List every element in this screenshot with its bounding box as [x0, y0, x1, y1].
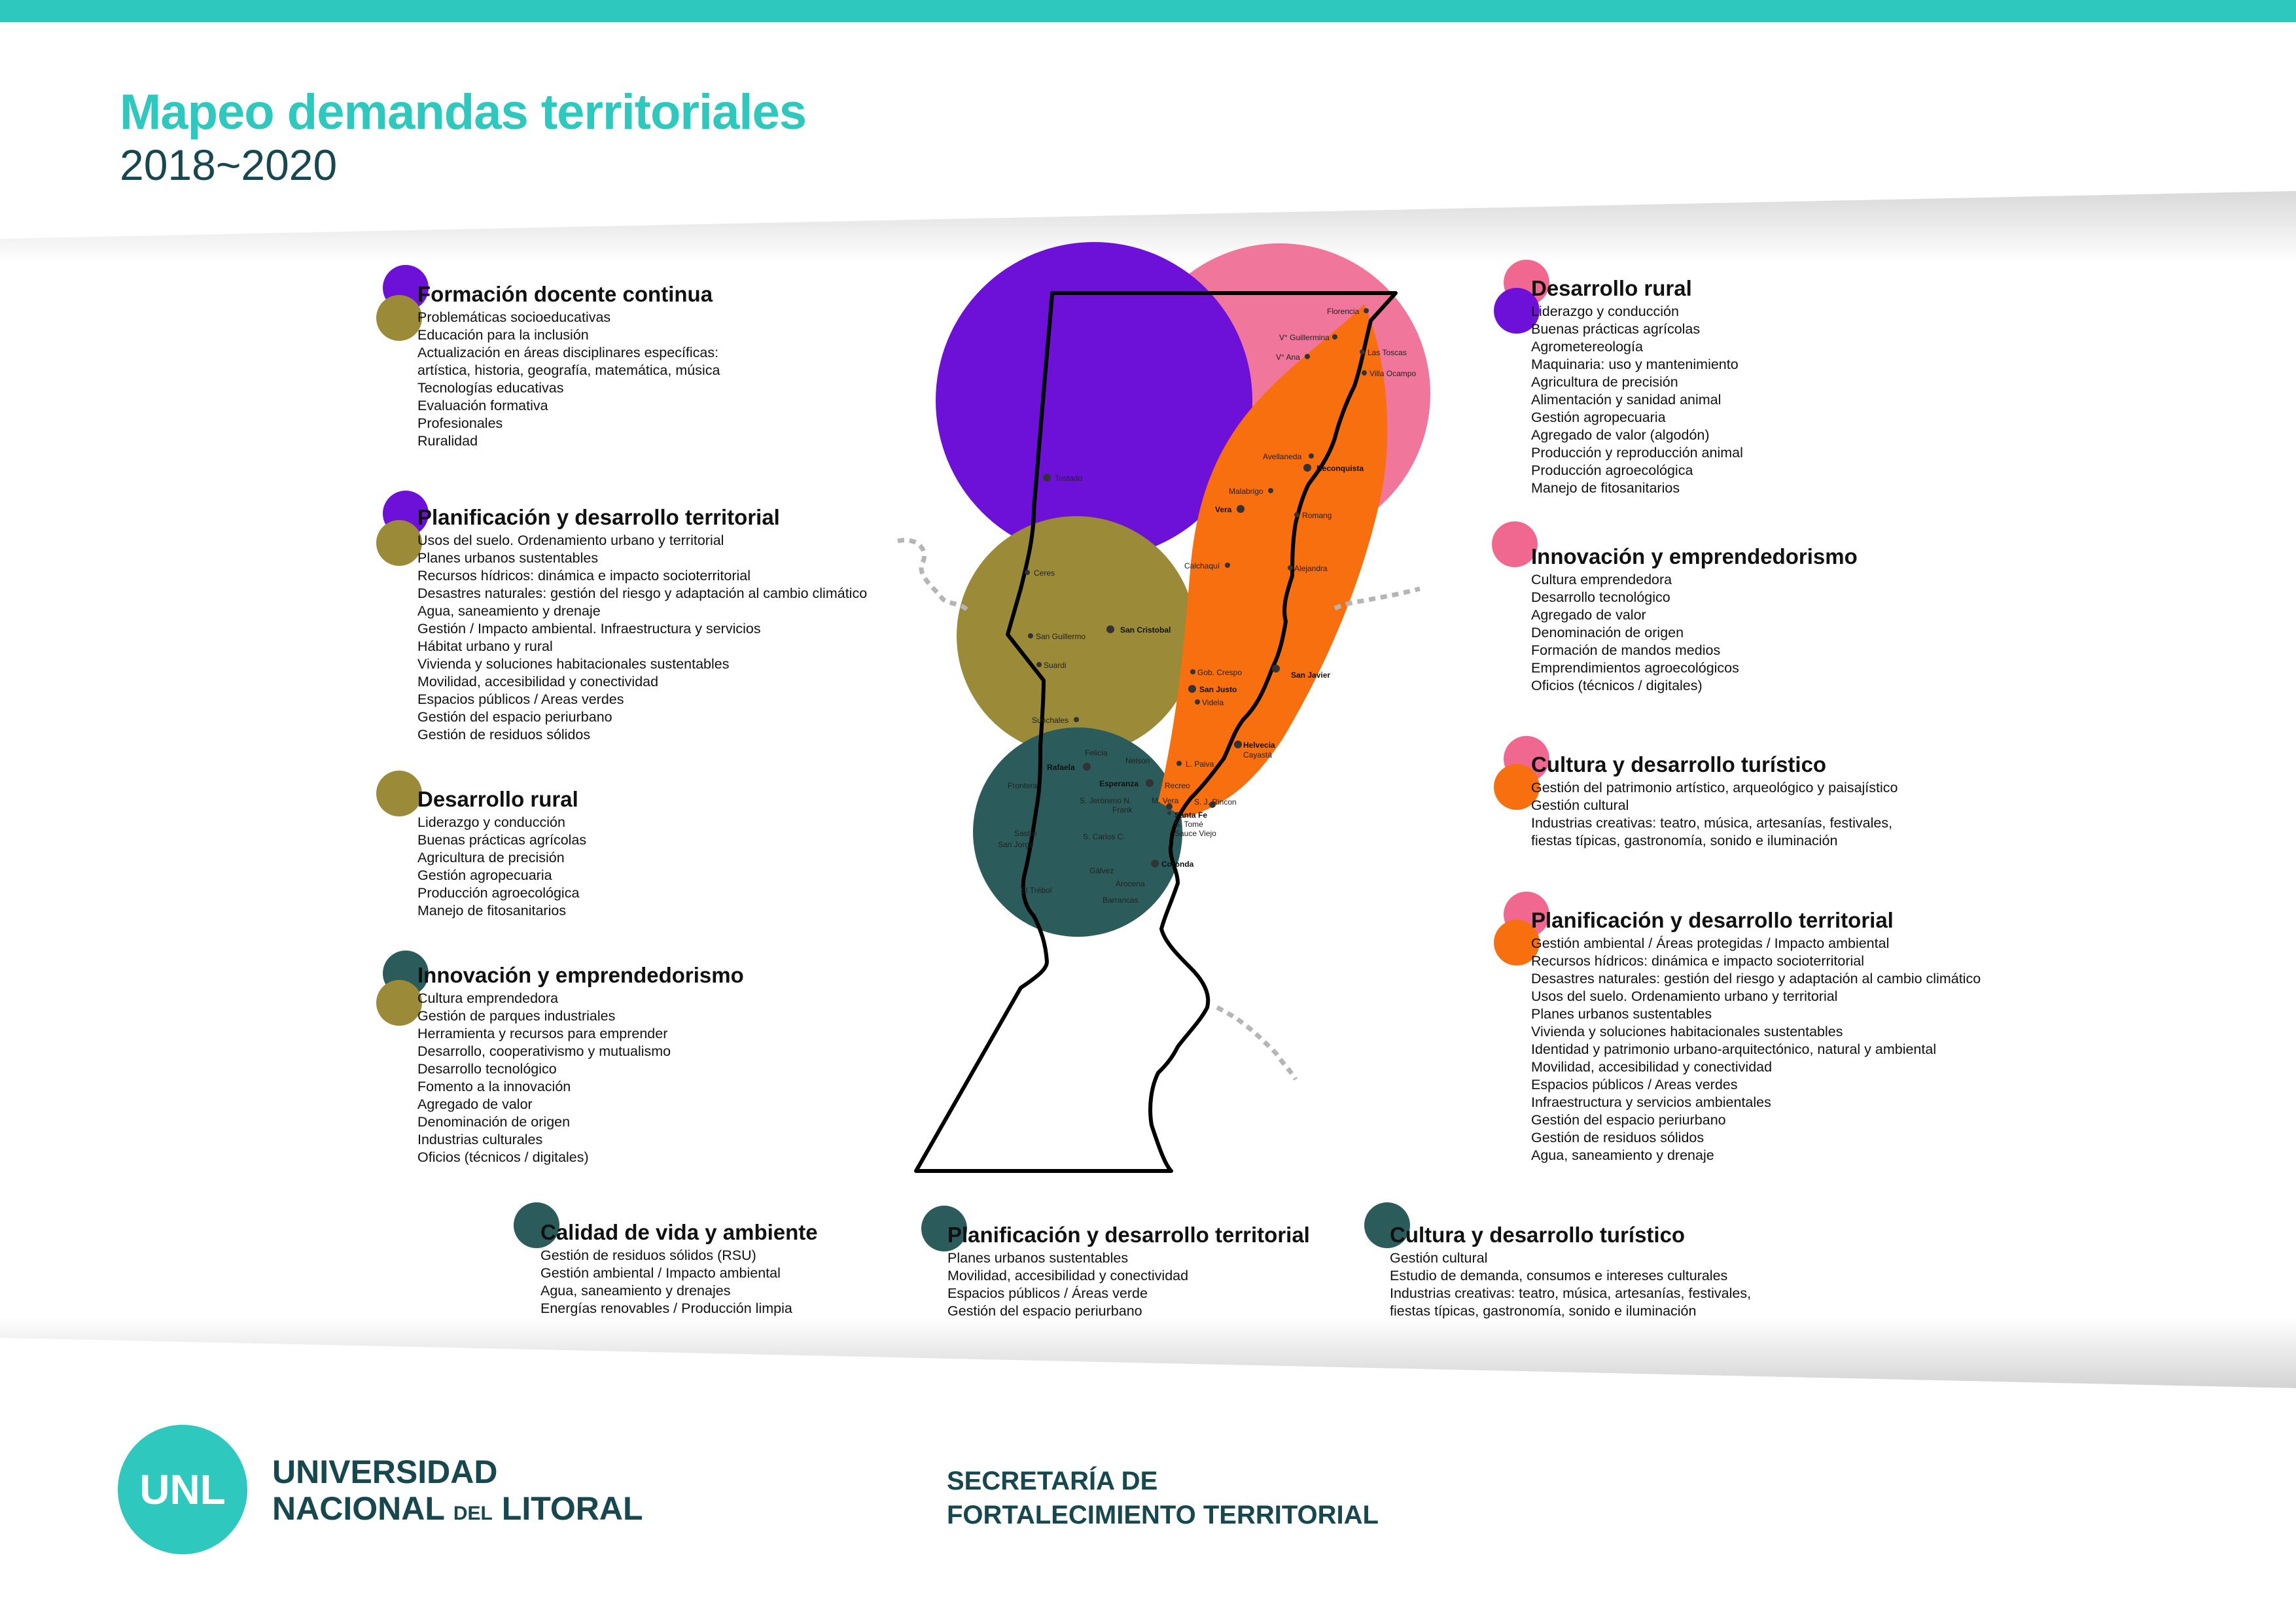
olive-marker-2 — [376, 520, 422, 566]
block-title: Cultura y desarrollo turístico — [1531, 752, 1827, 777]
list-item: Educación para la inclusión — [417, 327, 589, 343]
svg-text:Tostado: Tostado — [1055, 474, 1083, 483]
list-item: Gestión de parques industriales — [417, 1008, 616, 1024]
list-item: Usos del suelo. Ordenamiento urbano y territorial — [1531, 988, 1838, 1004]
svg-text:Gob. Crespo: Gob. Crespo — [1197, 668, 1243, 677]
svg-text:Romang: Romang — [1302, 511, 1332, 520]
list-item: Recursos hídricos: dinámica e impacto socioterritorial — [1531, 953, 1865, 969]
list-item: Agregado de valor — [1531, 607, 1646, 623]
list-item: Gestión de residuos sólidos — [1531, 1130, 1704, 1145]
university-name — [272, 1454, 643, 1532]
bottom-block-cultura — [1390, 1223, 1751, 1320]
list-item: Ruralidad — [417, 433, 478, 449]
right-block-innovacion — [1531, 544, 1858, 695]
svg-text:Barrancas: Barrancas — [1103, 896, 1139, 905]
list-item: Denominación de origen — [417, 1114, 571, 1130]
block-items — [1531, 779, 1898, 850]
svg-text:San Jorge: San Jorge — [998, 840, 1034, 849]
list-item: Buenas prácticas agrícolas — [417, 832, 587, 848]
list-item: Oficios (técnicos / digitales) — [1531, 678, 1703, 693]
svg-text:Alejandra: Alejandra — [1294, 564, 1328, 573]
svg-text:Esperanza: Esperanza — [1099, 779, 1139, 788]
svg-text:Santa Fe: Santa Fe — [1174, 811, 1208, 820]
list-item: Tecnologías educativas — [417, 380, 564, 396]
svg-text:Coronda: Coronda — [1161, 860, 1194, 869]
list-item: Gestión del espacio periurbano — [947, 1303, 1142, 1319]
svg-text:M. Vera: M. Vera — [1152, 796, 1179, 805]
list-item: Infraestructura y servicios ambientales — [1531, 1094, 1771, 1110]
list-item: Vivienda y soluciones habitacionales sustentables — [1531, 1024, 1843, 1039]
list-item: Planes urbanos sustentables — [1531, 1006, 1712, 1022]
list-item: Agregado de valor (algodón) — [1531, 427, 1710, 443]
list-item: Alimentación y sanidad animal — [1531, 392, 1722, 408]
svg-text:Frontera: Frontera — [1008, 781, 1038, 790]
list-item: Cultura emprendedora — [1531, 572, 1672, 587]
list-item: Desarrollo, cooperativismo y mutualismo — [417, 1043, 671, 1059]
list-item: Emprendimientos agroecológicos — [1531, 660, 1739, 676]
svg-text:Cayastá: Cayastá — [1243, 750, 1273, 759]
svg-text:Gálvez: Gálvez — [1089, 866, 1114, 875]
list-item: Evaluación formativa — [417, 398, 548, 413]
secretaria-line-1: SECRETARÍA DE — [947, 1467, 1158, 1495]
svg-text:Malabrigo: Malabrigo — [1229, 487, 1263, 496]
block-items — [1390, 1249, 1751, 1320]
page-title: Mapeo demandas territoriales — [120, 84, 807, 140]
svg-text:Suardi: Suardi — [1044, 661, 1067, 670]
list-item: Gestión del patrimonio artístico, arqueológico y paisajístico — [1531, 780, 1898, 795]
list-item: Planes urbanos sustentables — [947, 1250, 1129, 1266]
list-item: Agregado de valor — [417, 1096, 533, 1112]
list-item: Industrias creativas: teatro, música, artesanías, festivales, — [1390, 1285, 1752, 1301]
bottom-block-planificacion — [947, 1223, 1310, 1320]
list-item: Movilidad, accesibilidad y conectividad — [1531, 1059, 1773, 1075]
svg-text:Las Toscas: Las Toscas — [1368, 348, 1407, 357]
block-title: Desarrollo rural — [1531, 276, 1692, 300]
svg-text:Calchaquí: Calchaquí — [1184, 561, 1220, 570]
secretaria-line-2: FORTALECIMIENTO TERRITORIAL — [947, 1501, 1379, 1529]
list-item: Espacios públicos / Areas verdes — [417, 691, 624, 707]
list-item: Denominación de origen — [1531, 625, 1684, 640]
svg-text:Videla: Videla — [1202, 698, 1224, 707]
list-item: Agua, saneamiento y drenaje — [417, 603, 601, 619]
list-item: Cultura emprendedora — [417, 990, 559, 1006]
list-item: Gestión del espacio periurbano — [1531, 1112, 1726, 1128]
unl-logo — [118, 1425, 247, 1554]
block-items — [540, 1247, 818, 1318]
svg-text:San Guillermo: San Guillermo — [1036, 632, 1086, 641]
list-item: Maquinaria: uso y mantenimiento — [1531, 357, 1739, 372]
block-title: Innovación y emprendedorismo — [1531, 544, 1858, 568]
list-item: Gestión agropecuaria — [1531, 410, 1666, 425]
list-item: Energías renovables / Producción limpia — [540, 1300, 792, 1316]
right-block-desarrollo-rural — [1531, 276, 1743, 497]
list-item: Fomento a la innovación — [417, 1079, 571, 1094]
list-item: Gestión cultural — [1531, 797, 1629, 813]
svg-text:San Cristobal: San Cristobal — [1120, 625, 1171, 635]
block-items — [417, 990, 744, 1166]
list-item: Estudio de demanda, consumos e intereses culturales — [1390, 1268, 1728, 1283]
list-item: Industrias creativas: teatro, música, artesanías, festivales, — [1531, 815, 1893, 831]
page-period: 2018~2020 — [120, 141, 338, 189]
list-item: Gestión de residuos sólidos (RSU) — [540, 1248, 756, 1263]
list-item: Agrometereología — [1531, 339, 1643, 355]
list-item: Gestión cultural — [1390, 1250, 1488, 1266]
block-title: Cultura y desarrollo turístico — [1390, 1223, 1686, 1247]
river-dashed-south — [1217, 1007, 1296, 1079]
list-item: Manejo de fitosanitarios — [417, 903, 567, 918]
list-item: Gestión ambiental / Áreas protegidas / Impacto ambiental — [1531, 935, 1890, 951]
list-item: Recursos hídricos: dinámica e impacto socioterritorial — [417, 568, 751, 584]
left-block-planificacion — [417, 505, 867, 744]
svg-text:Rafaela: Rafaela — [1047, 763, 1075, 772]
block-title: Formación docente continua — [417, 282, 713, 306]
svg-text:Avellaneda: Avellaneda — [1263, 452, 1302, 461]
university-line-1: UNIVERSIDAD — [272, 1454, 498, 1490]
list-item: fiestas típicas, gastronomía, sonido e iluminación — [1531, 833, 1838, 848]
svg-text:Helvecia: Helvecia — [1243, 741, 1275, 750]
list-item: Espacios públicos / Áreas verde — [947, 1285, 1148, 1301]
list-item: Desarrollo tecnológico — [417, 1061, 557, 1077]
list-item: Desastres naturales: gestión del riesgo y adaptación al cambio climático — [1531, 971, 1981, 986]
list-item: Herramienta y recursos para emprender — [417, 1026, 668, 1041]
list-item: Movilidad, accesibilidad y conectividad — [417, 674, 659, 689]
list-item: Agricultura de precisión — [1531, 374, 1678, 390]
svg-text:V° Guillermina: V° Guillermina — [1279, 333, 1330, 342]
list-item: Buenas prácticas agrícolas — [1531, 321, 1701, 337]
left-block-innovacion — [417, 963, 744, 1166]
list-item: Vivienda y soluciones habitacionales sustentables — [417, 656, 730, 672]
block-title: Planificación y desarrollo territorial — [947, 1223, 1310, 1247]
svg-text:Reconquista: Reconquista — [1316, 464, 1364, 473]
svg-text:L. Paiva: L. Paiva — [1186, 759, 1214, 769]
svg-text:Ceres: Ceres — [1034, 568, 1055, 578]
secretaria-name — [947, 1464, 1379, 1532]
svg-text:Sunchales: Sunchales — [1032, 716, 1069, 725]
svg-text:Sauce Viejo: Sauce Viejo — [1174, 829, 1216, 838]
block-items — [417, 814, 586, 920]
list-item: Gestión ambiental / Impacto ambiental — [540, 1265, 781, 1281]
unl-logo-initials: UNL — [139, 1466, 226, 1513]
university-word-nacional: NACIONAL — [272, 1490, 444, 1527]
list-item: Hábitat urbano y rural — [417, 638, 553, 654]
svg-text:Sastre: Sastre — [1014, 829, 1037, 838]
block-items — [417, 532, 867, 744]
list-item: Planes urbanos sustentables — [417, 550, 599, 566]
list-item: Manejo de fitosanitarios — [1531, 480, 1680, 496]
svg-text:Felicia: Felicia — [1085, 748, 1108, 758]
river-dashed-west — [898, 540, 968, 612]
list-item: Gestión agropecuaria — [417, 867, 552, 883]
list-item: Movilidad, accesibilidad y conectividad — [947, 1268, 1189, 1283]
list-item: Producción agroecológica — [417, 885, 580, 901]
block-items — [1531, 935, 1981, 1164]
list-item: Agricultura de precisión — [417, 850, 565, 865]
block-items — [417, 309, 720, 450]
block-title: Planificación y desarrollo territorial — [1531, 908, 1894, 932]
svg-text:San Justo: San Justo — [1199, 685, 1237, 694]
right-block-planificacion — [1531, 908, 1981, 1164]
svg-text:S. Carlos C.: S. Carlos C. — [1083, 832, 1125, 841]
block-items — [1531, 571, 1858, 695]
list-item: fiestas típicas, gastronomía, sonido e iluminación — [1390, 1303, 1697, 1319]
teal-region-circle — [973, 727, 1182, 937]
svg-text:Florencia: Florencia — [1327, 307, 1360, 316]
svg-text:Arocena: Arocena — [1116, 879, 1145, 888]
list-item: Gestión de residuos sólidos — [417, 727, 591, 742]
list-item: artística, historia, geografía, matemática, música — [417, 362, 720, 378]
left-block-formacion — [417, 282, 720, 450]
olive-marker-3 — [376, 771, 422, 816]
block-items — [947, 1249, 1310, 1320]
university-word-litoral: LITORAL — [501, 1490, 643, 1527]
list-item: Oficios (técnicos / digitales) — [417, 1149, 589, 1165]
university-word-del: DEL — [453, 1503, 493, 1524]
list-item: Formación de mandos medios — [1531, 642, 1721, 658]
list-item: Agua, saneamiento y drenajes — [540, 1283, 731, 1299]
svg-text:Frank: Frank — [1112, 805, 1133, 814]
block-title: Innovación y emprendedorismo — [417, 963, 744, 987]
svg-text:V° Ana: V° Ana — [1276, 353, 1300, 362]
list-item: Usos del suelo. Ordenamiento urbano y territorial — [417, 532, 724, 548]
bottom-block-calidad — [540, 1220, 818, 1318]
list-item: Liderazgo y conducción — [1531, 304, 1679, 319]
list-item: Agua, saneamiento y drenaje — [1531, 1147, 1714, 1163]
svg-text:S. J. Rincon: S. J. Rincon — [1194, 797, 1237, 807]
list-item: Problemáticas socioeducativas — [417, 309, 611, 325]
block-title: Calidad de vida y ambiente — [540, 1220, 818, 1244]
list-item: Producción y reproducción animal — [1531, 445, 1743, 461]
svg-text:Villa Ocampo: Villa Ocampo — [1369, 369, 1417, 378]
list-item: Profesionales — [417, 415, 503, 431]
left-block-desarrollo-rural — [417, 787, 586, 920]
list-item: Actualización en áreas disciplinares específicas: — [417, 345, 719, 360]
block-title: Desarrollo rural — [417, 787, 578, 811]
olive-marker-4 — [376, 980, 422, 1026]
list-item: Liderazgo y conducción — [417, 814, 565, 830]
list-item: Producción agroecológica — [1531, 462, 1693, 478]
list-item: Identidad y patrimonio urbano-arquitectónico, natural y ambiental — [1531, 1041, 1937, 1057]
svg-text:S. Tomé: S. Tomé — [1174, 820, 1203, 829]
list-item: Desarrollo tecnológico — [1531, 589, 1670, 605]
svg-text:San Javier: San Javier — [1291, 671, 1331, 680]
right-block-cultura — [1531, 752, 1898, 850]
university-line-2 — [272, 1490, 643, 1532]
svg-text:S. Jerónimo N.: S. Jerónimo N. — [1080, 796, 1132, 805]
list-item: Desastres naturales: gestión del riesgo y adaptación al cambio climático — [417, 585, 868, 601]
svg-text:El Trébol: El Trébol — [1021, 886, 1052, 895]
svg-text:Recreo: Recreo — [1165, 781, 1190, 790]
list-item: Gestión del espacio periurbano — [417, 709, 612, 725]
svg-text:Vera: Vera — [1215, 505, 1232, 514]
block-items — [1531, 303, 1743, 497]
list-item: Industrias culturales — [417, 1132, 543, 1147]
list-item: Espacios públicos / Areas verdes — [1531, 1077, 1738, 1092]
olive-marker-1 — [376, 295, 422, 341]
svg-text:Nelson: Nelson — [1125, 756, 1150, 765]
block-title: Planificación y desarrollo territorial — [417, 505, 780, 529]
list-item: Gestión / Impacto ambiental. Infraestructura y servicios — [417, 621, 761, 637]
